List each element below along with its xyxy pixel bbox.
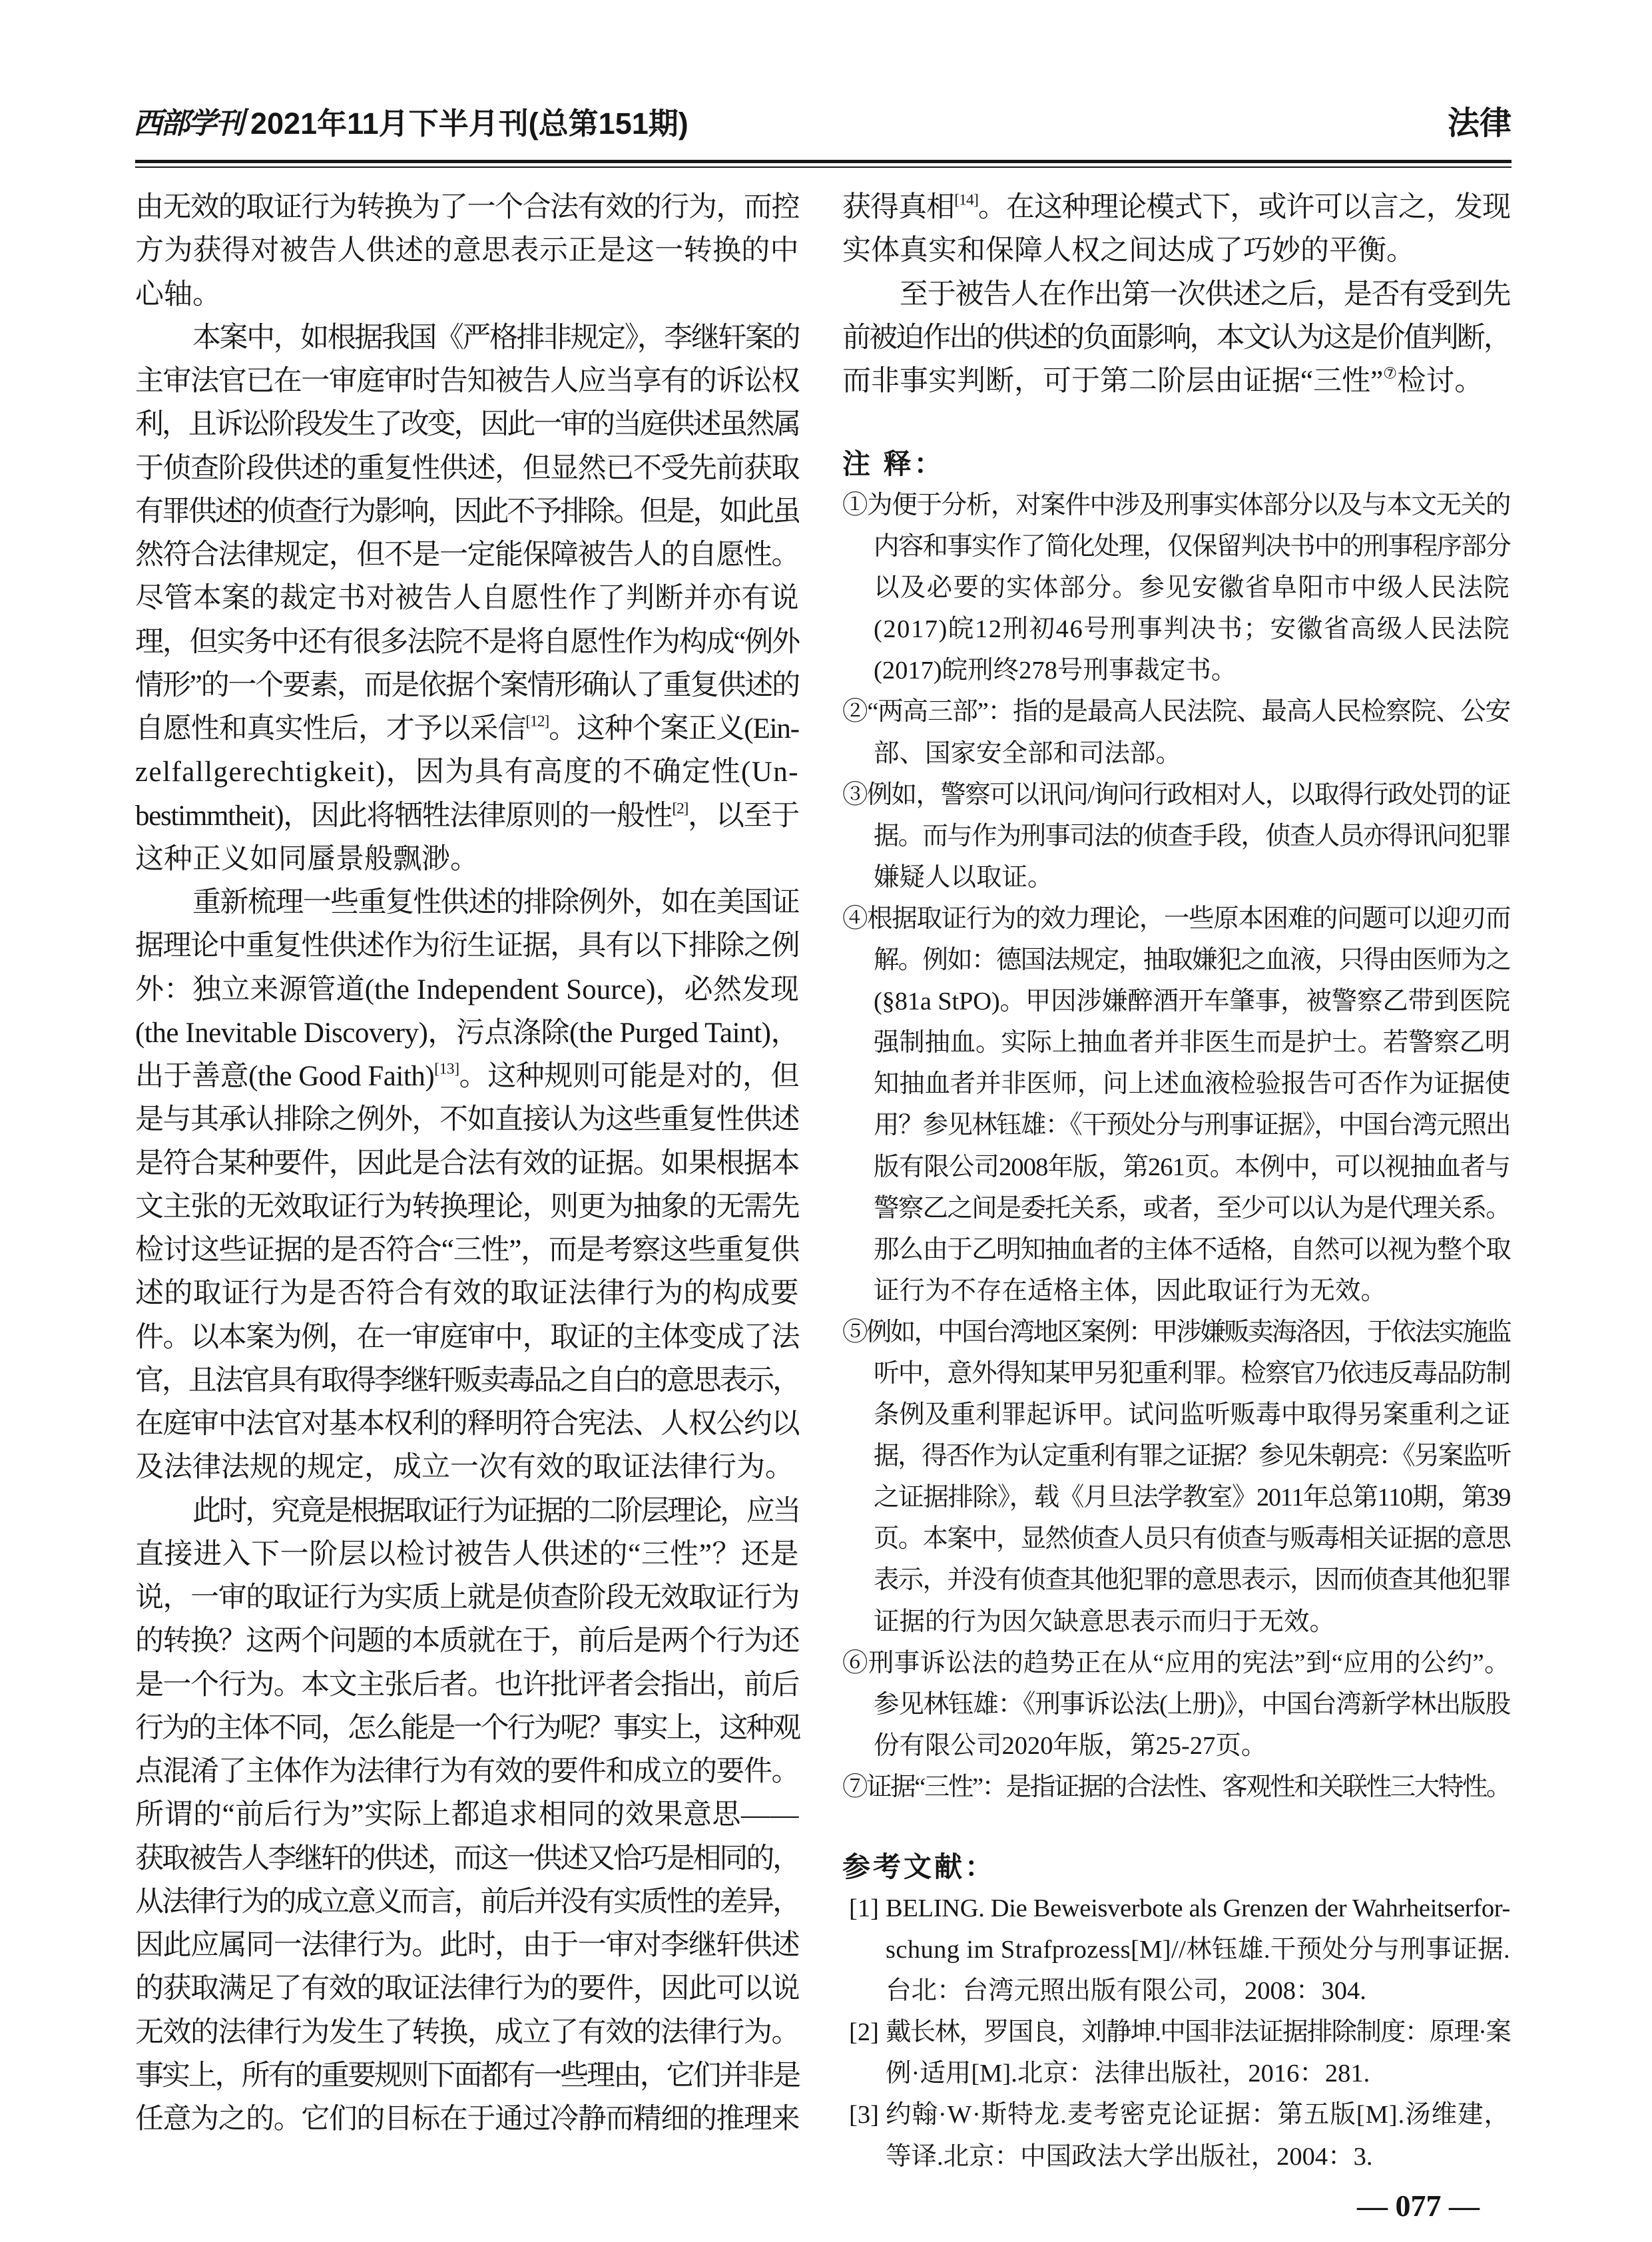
body-text-line xyxy=(135,1837,799,1880)
section-title: 法律 xyxy=(1447,106,1512,141)
line-text: 至于被告人在作出第一次供述之后，是否有受到先 xyxy=(900,278,1510,310)
line-segment: 获得真相 xyxy=(842,192,955,223)
line-text: 知抽血者并非医师，问上述血液检验报告可否作为证据使 xyxy=(874,1070,1510,1099)
footnote-line xyxy=(842,1643,1510,1684)
line-text: (the Inevitable Discovery)，污点涤除(the Purged Taint)， xyxy=(135,1017,799,1049)
footnote-line xyxy=(842,1270,1510,1312)
body-text-line xyxy=(135,1967,799,2010)
line-text: 尽管本案的裁定书对被告人自愿性作了判断并亦有说 xyxy=(135,583,799,615)
line-text: ⑦证据“三性”：是指证据的合法性、客观性和关联性三大特性。 xyxy=(842,1773,1510,1801)
line-text: 据。而与作为刑事司法的侦查手段，侦查人员亦得讯问犯罪 xyxy=(874,822,1510,850)
line-text: 表示，并没有侦查其他犯罪的意思表示，因而侦查其他犯罪 xyxy=(874,1566,1510,1595)
line-text: 台北：台湾元照出版有限公司，2008：304. xyxy=(886,1977,1366,2006)
reference-line xyxy=(842,2053,1510,2094)
reference-line xyxy=(842,2012,1510,2053)
line-text: 述的取证行为是否符合有效的取证法律行为的构成要 xyxy=(135,1278,799,1310)
body-text-line xyxy=(842,273,1510,316)
body-text-line xyxy=(842,316,1510,360)
line-text: ④根据取证行为的效力理论，一些原本困难的问题可以迎刃而 xyxy=(842,904,1510,933)
line-text xyxy=(135,1055,799,1098)
footnote-line xyxy=(842,567,1510,609)
citation-superscript: [13] xyxy=(434,1060,459,1078)
footnote-line xyxy=(842,1022,1510,1063)
line-segment: 。这种个案正义(Ein- xyxy=(549,713,799,744)
body-text-line xyxy=(135,968,799,1011)
line-text: 无效的法律行为发生了转换，成立了有效的法律行为。 xyxy=(135,2016,799,2048)
footnote xyxy=(842,898,1510,1312)
body-text-line xyxy=(135,1707,799,1750)
paragraph xyxy=(135,881,799,1490)
references-list xyxy=(842,1888,1510,2177)
body-text-line xyxy=(135,1619,799,1663)
footnote xyxy=(842,1643,1510,1767)
footnote-line xyxy=(842,733,1510,774)
right-column xyxy=(842,186,1510,403)
line-text: (2017)皖刑终278号刑事裁定书。 xyxy=(874,657,1237,685)
body-text-line xyxy=(135,1272,799,1315)
footnote xyxy=(842,774,1510,898)
body-text-line xyxy=(135,186,799,229)
line-text: BELING. Die Beweisverbote als Grenzen der Wahrheitserfor- xyxy=(886,1894,1511,1922)
citation-superscript: ⑦ xyxy=(1383,365,1398,383)
paragraph xyxy=(135,186,799,316)
notes-heading: 注 释： xyxy=(842,448,945,479)
line-segment: 出于善意(the Good Faith) xyxy=(135,1061,435,1092)
body-text-line xyxy=(135,2054,799,2098)
line-text: 及法律法规的规定，成立一次有效的取证法律行为。 xyxy=(135,1452,794,1484)
reference-number: [3] xyxy=(849,2101,879,2129)
body-text-line xyxy=(135,1316,799,1359)
body-text-line xyxy=(135,1229,799,1272)
footnote-line xyxy=(842,609,1510,650)
line-text: 以及必要的实体部分。参见安徽省阜阳市中级人民法院 xyxy=(874,574,1510,603)
line-text xyxy=(842,186,1510,229)
line-text: 外：独立来源管道(the Independent Source)，必然发现 xyxy=(135,974,799,1005)
footnote-line xyxy=(842,1105,1510,1146)
footnote-line xyxy=(842,1601,1510,1643)
header-rule xyxy=(135,160,1512,168)
citation-superscript: [12] xyxy=(525,712,549,730)
body-text-line xyxy=(135,1663,799,1707)
line-text: 因此应属同一法律行为。此时，由于一审对李继轩供述 xyxy=(135,1930,799,1961)
body-text-line xyxy=(135,838,799,881)
paragraph xyxy=(135,1490,799,2141)
line-text: 例·适用[M].北京：法律出版社，2016：281. xyxy=(886,2060,1370,2088)
body-text-line xyxy=(135,447,799,490)
line-segment: 自愿性和真实性后，才予以采信 xyxy=(135,713,526,744)
left-column xyxy=(135,186,799,2141)
line-text: 说，一审的取证行为实质上就是侦查阶段无效取证行为 xyxy=(135,1582,799,1613)
line-text: 解。例如：德国法规定，抽取嫌犯之血液，只得由医师为之 xyxy=(874,946,1510,975)
body-text-line xyxy=(135,1185,799,1229)
line-text: 事实上，所有的重要规则下面都有一些理由，它们并非是 xyxy=(135,2060,799,2092)
line-text: 理，但实务中还有很多法院不是将自愿性作为构成“例外 xyxy=(135,626,799,658)
line-segment: ，以至于 xyxy=(688,800,799,832)
footnote-line xyxy=(842,1312,1510,1353)
footnote-line xyxy=(842,898,1510,940)
footnote-line xyxy=(842,816,1510,857)
line-text: 参见林钰雄：《刑事诉讼法(上册)》，中国台湾新学林出版股 xyxy=(874,1690,1510,1719)
reference-entry xyxy=(842,2094,1510,2177)
body-text-line xyxy=(842,229,1510,272)
footnote-line xyxy=(842,774,1510,816)
body-text-line xyxy=(135,621,799,664)
line-text: ①为便于分析，对案件中涉及刑事实体部分以及与本文无关的 xyxy=(842,491,1510,519)
line-text: 本案中，如根据我国《严格排非规定》，李继轩案的 xyxy=(192,322,799,354)
line-text: 戴长林，罗国良，刘静坤.中国非法证据排除制度：原理·案 xyxy=(886,2018,1510,2047)
line-text: 实体真实和保障人权之间达成了巧妙的平衡。 xyxy=(842,235,1415,267)
line-text: 的转换？这两个问题的本质就在于，前后是两个行为还 xyxy=(135,1625,799,1657)
footnote-line xyxy=(842,526,1510,567)
body-text-line xyxy=(135,1098,799,1141)
footnote-line xyxy=(842,691,1510,732)
line-segment: 检讨。 xyxy=(1397,366,1484,397)
line-text: 检讨这些证据的是否符合“三性”，而是考察这些重复供 xyxy=(135,1235,799,1266)
footnote-line xyxy=(842,1725,1510,1767)
line-text: 这种正义如同蜃景般飘渺。 xyxy=(135,843,479,875)
line-text: 版有限公司2008年版，第261页。本例中，可以视抽血者与 xyxy=(874,1153,1510,1181)
line-text: 有罪供述的侦查行为影响，因此不予排除。但是，如此虽 xyxy=(135,495,799,527)
body-text-line xyxy=(135,316,799,360)
line-text: 证行为不存在适格主体，因此取证行为无效。 xyxy=(874,1276,1387,1305)
line-text: 由无效的取证行为转换为了一个合法有效的行为，而控 xyxy=(135,192,799,223)
footnote-line xyxy=(842,1229,1510,1270)
footnote-line xyxy=(842,1063,1510,1105)
body-text-line xyxy=(135,1533,799,1576)
line-text xyxy=(135,794,799,838)
line-text: 那么由于乙明知抽血者的主体不适格，自然可以视为整个取 xyxy=(874,1235,1510,1264)
line-text: 然符合法律规定，但不是一定能保障被告人的自愿性。 xyxy=(135,539,799,571)
line-text: 心轴。 xyxy=(135,278,221,310)
line-text: 证据的行为因欠缺意思表示而归于无效。 xyxy=(874,1607,1336,1636)
body-text-line xyxy=(135,750,799,794)
body-text-line xyxy=(135,924,799,968)
line-text: 条例及重利罪起诉甲。试问监听贩毒中取得另案重利之证 xyxy=(874,1401,1510,1430)
reference-line xyxy=(842,1970,1510,2012)
line-text: 获取被告人李继轩的供述，而这一供述又恰巧是相同的， xyxy=(135,1842,799,1874)
line-text: zelfallgerechtigkeit)，因为具有高度的不确定性(Un- xyxy=(135,756,799,788)
line-text: 内容和事实作了简化处理，仅保留判决书中的刑事程序部分 xyxy=(874,533,1510,561)
body-text-line xyxy=(135,577,799,620)
line-text: 用？参见林钰雄：《干预处分与刑事证据》，中国台湾元照出 xyxy=(874,1111,1510,1140)
line-text: 件。以本案为例，在一审庭审中，取证的主体变成了法 xyxy=(135,1321,799,1353)
body-text-line xyxy=(135,490,799,533)
body-text-line xyxy=(135,533,799,577)
footnote-line xyxy=(842,981,1510,1022)
line-text: 情形”的一个要素，而是依据个案情形确认了重复供述的 xyxy=(135,669,799,701)
line-text: (2017)皖12刑初46号刑事判决书；安徽省高级人民法院 xyxy=(874,615,1510,644)
line-text: 点混淆了主体作为法律行为有效的要件和成立的要件。 xyxy=(135,1756,799,1787)
line-text: 主审法官已在一审庭审时告知被告人应当享有的诉讼权 xyxy=(135,366,799,397)
line-text: 行为的主体不同，怎么能是一个行为呢？事实上，这种观 xyxy=(135,1712,799,1744)
page-number: — 077 — xyxy=(1357,2189,1480,2223)
body-text-line xyxy=(135,1359,799,1402)
citation-superscript: [2] xyxy=(672,799,688,817)
line-segment: 而非事实判断，可于第二阶层由证据“三性” xyxy=(842,366,1384,397)
line-text: 警察乙之间是委托关系，或者，至少可以认为是代理关系。 xyxy=(874,1194,1510,1223)
line-text: 之证据排除》，载《月旦法学教室》2011年总第110期，第39 xyxy=(874,1484,1510,1512)
body-text-line xyxy=(135,1142,799,1185)
footnote-line xyxy=(842,650,1510,691)
references-heading: 参考文献： xyxy=(842,1851,996,1882)
line-text: 直接进入下一阶层以检讨被告人供述的“三性”？还是 xyxy=(135,1538,799,1570)
line-text: ⑤例如，中国台湾地区案例：甲涉嫌贩卖海洛因，于依法实施监 xyxy=(842,1318,1510,1346)
line-text: 重新梳理一些重复性供述的排除例外，如在美国证 xyxy=(192,887,799,918)
body-text-line xyxy=(135,1750,799,1793)
body-text-line xyxy=(135,1924,799,1967)
line-text: 官，且法官具有取得李继轩贩卖毒品之自白的意思表示， xyxy=(135,1364,799,1396)
footnote-line xyxy=(842,485,1510,526)
footnote-line xyxy=(842,1394,1510,1436)
line-text: 文主张的无效取证行为转换理论，则更为抽象的无需先 xyxy=(135,1191,799,1223)
body-text-line xyxy=(135,1055,799,1098)
reference-line xyxy=(842,2094,1510,2135)
footnote-line xyxy=(842,1767,1510,1808)
body-text-line xyxy=(135,1576,799,1619)
line-text: 约翰·W·斯特龙.麦考密克论证据：第五版[M].汤维建， xyxy=(886,2101,1510,2129)
line-text: ③例如，警察可以讯问/询问行政相对人，以取得行政处罚的证 xyxy=(842,780,1510,809)
footnote-line xyxy=(842,1559,1510,1601)
footnote-line xyxy=(842,1684,1510,1725)
footnote xyxy=(842,1767,1510,1808)
line-text: 任意为之的。它们的目标在于通过冷静而精细的推理来 xyxy=(135,2103,799,2135)
body-text-line xyxy=(135,1793,799,1836)
line-text: 嫌疑人以取证。 xyxy=(874,863,1053,892)
line-segment: 。这种规则可能是对的，但 xyxy=(459,1061,799,1092)
footnote-line xyxy=(842,940,1510,981)
body-text-line xyxy=(135,2011,799,2054)
body-text-line xyxy=(842,186,1510,229)
line-text: 强制抽血。实际上抽血者并非医生而是护士。若警察乙明 xyxy=(874,1029,1510,1057)
line-text: 此时，究竟是根据取证行为证据的二阶层理论，应当 xyxy=(192,1495,799,1527)
reference-number: [1] xyxy=(849,1894,879,1922)
line-text: 方为获得对被告人供述的意思表示正是这一转换的中 xyxy=(135,235,799,267)
line-text: 是符合某种要件，因此是合法有效的证据。如果根据本 xyxy=(135,1147,799,1179)
body-text-line xyxy=(135,1011,799,1055)
citation-superscript: [14] xyxy=(954,191,978,209)
footnote-line xyxy=(842,1353,1510,1394)
body-text-line xyxy=(135,881,799,924)
footnote-line xyxy=(842,857,1510,898)
notes-list xyxy=(842,485,1510,1808)
body-text-line xyxy=(842,360,1510,403)
line-text: 据，得否作为认定重利有罪之证据？参见朱朝亮：《另案监听 xyxy=(874,1442,1510,1471)
line-text: 据理论中重复性供述作为衍生证据，具有以下排除之例 xyxy=(135,930,799,962)
footnote-line xyxy=(842,1518,1510,1559)
body-text-line xyxy=(135,403,799,446)
line-text: 前被迫作出的供述的负面影响，本文认为这是价值判断， xyxy=(842,322,1510,354)
line-segment: 。在这种理论模式下，或许可以言之，发现 xyxy=(977,192,1511,223)
footnote xyxy=(842,691,1510,774)
body-text-line xyxy=(135,664,799,707)
paragraph xyxy=(135,316,799,881)
body-text-line xyxy=(135,794,799,838)
line-text: 部、国家安全部和司法部。 xyxy=(874,739,1182,768)
footnote-line xyxy=(842,1436,1510,1477)
reference-entry xyxy=(842,1888,1510,2012)
reference-entry xyxy=(842,2012,1510,2094)
line-text: 听中，意外得知某甲另犯重利罪。检察官乃依违反毒品防制 xyxy=(874,1359,1510,1388)
line-text xyxy=(135,707,799,750)
line-text: 页。本案中，显然侦查人员只有侦查与贩毒相关证据的意思 xyxy=(874,1525,1510,1553)
body-text-line xyxy=(135,1402,799,1446)
body-text-line xyxy=(135,707,799,750)
body-text-line xyxy=(135,229,799,272)
body-text-line xyxy=(135,1880,799,1924)
line-text: 从法律行为的成立意义而言，前后并没有实质性的差异， xyxy=(135,1886,799,1918)
line-text: 是与其承认排除之例外，不如直接认为这些重复性供述 xyxy=(135,1104,799,1136)
footnote-line xyxy=(842,1147,1510,1188)
reference-line xyxy=(842,1888,1510,1929)
issue-info: 2021年11月下半月刊(总第151期) xyxy=(250,107,688,140)
footnote-line xyxy=(842,1477,1510,1518)
line-text: 所谓的“前后行为”实际上都追求相同的效果意思—— xyxy=(135,1799,799,1831)
body-text-line xyxy=(135,360,799,403)
line-text: 的获取满足了有效的取证法律行为的要件，因此可以说 xyxy=(135,1973,799,2005)
line-text: 等译.北京：中国政法大学出版社，2004：3. xyxy=(886,2142,1373,2171)
body-text-line xyxy=(135,1490,799,1533)
line-text: 是一个行为。本文主张后者。也许批评者会指出，前后 xyxy=(135,1669,799,1701)
line-text: schung im Strafprozess[M]//林钰雄.干预处分与刑事证据. xyxy=(886,1936,1510,1964)
line-segment: bestimmtheit)，因此将牺牲法律原则的一般性 xyxy=(135,800,673,832)
reference-line xyxy=(842,2136,1510,2177)
reference-line xyxy=(842,1929,1510,1970)
line-text: ②“两高三部”：指的是最高人民法院、最高人民检察院、公安 xyxy=(842,698,1510,726)
line-text: ⑥刑事诉讼法的趋势正在从“应用的宪法”到“应用的公约”。 xyxy=(842,1649,1510,1677)
reference-number: [2] xyxy=(849,2018,879,2047)
line-text: 利，且诉讼阶段发生了改变，因此一审的当庭供述虽然属 xyxy=(135,409,799,441)
footnote xyxy=(842,1312,1510,1643)
body-text-line xyxy=(135,1446,799,1489)
footnote-line xyxy=(842,1188,1510,1229)
line-text xyxy=(842,360,1483,403)
line-text: (§81a StPO)。甲因涉嫌醉酒开车肇事，被警察乙带到医院 xyxy=(874,987,1510,1016)
body-text-line xyxy=(135,2098,799,2141)
line-text: 份有限公司2020年版，第25-27页。 xyxy=(874,1731,1267,1760)
footnote xyxy=(842,485,1510,691)
line-text: 在庭审中法官对基本权利的释明符合宪法、人权公约以 xyxy=(135,1408,799,1440)
paragraph xyxy=(842,186,1510,273)
body-text-line xyxy=(135,273,799,316)
paragraph xyxy=(842,273,1510,404)
line-text: 于侦查阶段供述的重复性供述，但显然已不受先前获取 xyxy=(135,452,799,484)
journal-logo: 西部学刊 xyxy=(133,107,242,140)
